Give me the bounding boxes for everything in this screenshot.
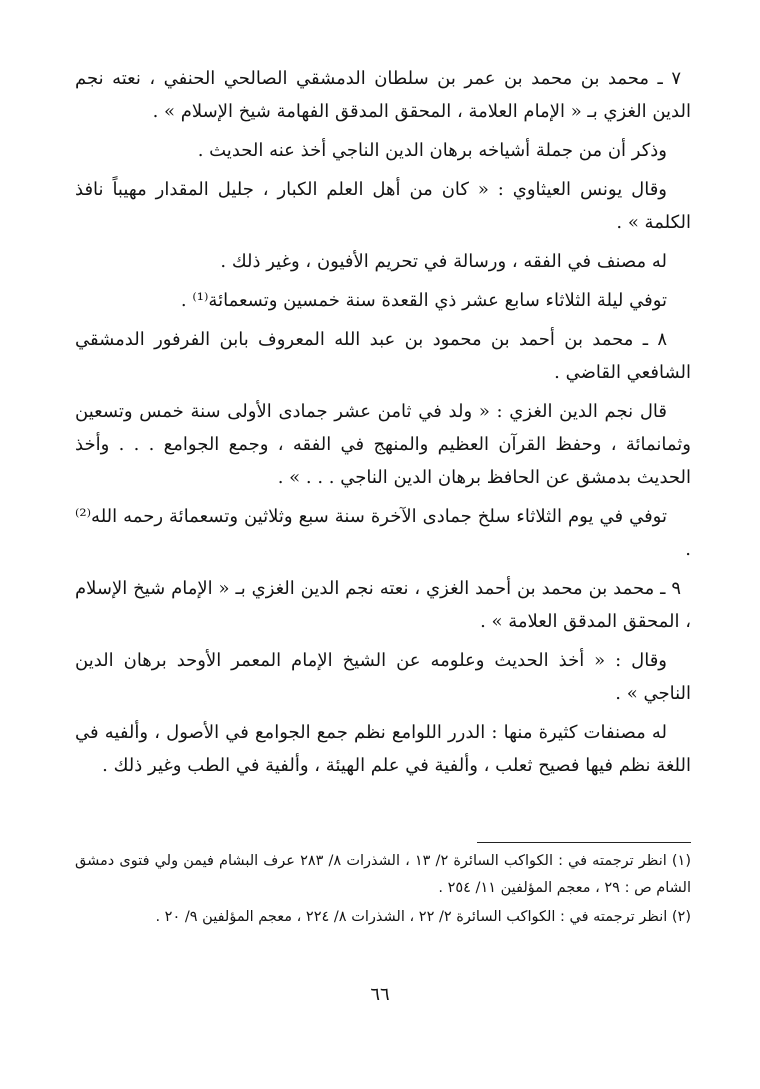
paragraph-aythawi-quote: وقال يونس العيثاوي : « كان من أهل العلم الكبار ، جليل المقدار مهيباً نافذ الكلمة » . (75, 179, 691, 233)
paragraph-works: له مصنف في الفقه ، ورسالة في تحريم الأفيون ، وغير ذلك . (220, 251, 667, 272)
footnote-1: (١) انظر ترجمته في : الكواكب السائرة ٢/ ١٣ ، الشذرات ٨/ ٢٨٣ عرف البشام فيمن ولي فتوى دمشق الشام ص : ٢٩ ، معجم المؤلفين ١١/ ٢٥٤ . (75, 853, 691, 896)
paragraph-entry-8: ٨ ـ محمد بن أحمد بن محمود بن عبد الله المعروف بابن الفرفور الدمشقي الشافعي القاضي . (75, 329, 691, 383)
page-number: ٦٦ (370, 984, 390, 1005)
paragraph-entry-7: ٧ ـ محمد بن محمد بن عمر بن سلطان الدمشقي الصالحي الحنفي ، نعته نجم الدين الغزي بـ « الإمام العلامة ، المحقق المدقق الفهامة شيخ الإسلام » . (75, 68, 691, 122)
paragraph-teachers: وذكر أن من جملة أشياخه برهان الدين الناجي أخذ عنه الحديث . (197, 140, 667, 161)
paragraph-death: توفي ليلة الثلاثاء سابع عشر ذي القعدة سنة خمسين وتسعمائة⁽¹⁾ . (180, 290, 667, 311)
paragraph-hadith-quote: وقال : « أخذ الحديث وعلومه عن الشيخ الإمام المعمر الأوحد برهان الدين الناجي » . (75, 650, 691, 704)
footnote-divider (477, 842, 691, 843)
main-text (75, 62, 691, 788)
footnote-2: (٢) انظر ترجمته في : الكواكب السائرة ٢/ ٢٢ ، الشذرات ٨/ ٢٢٤ ، معجم المؤلفين ٩/ ٢٠ . (155, 909, 691, 925)
paragraph-ghazzi-quote: قال نجم الدين الغزي : « ولد في ثامن عشر جمادى الأولى سنة خمس وتسعين وثمانمائة ، وحفظ القرآن العظيم والمنهج في الفقه ، وجمع الجوامع . . . وأخذ الحديث بدمشق عن الحافظ برهان الدين الناجي . . . » . (75, 401, 691, 488)
paragraph-death-2: توفي في يوم الثلاثاء سلخ جمادى الآخرة سنة سبع وثلاثين وتسعمائة رحمه الله⁽²⁾ . (75, 506, 691, 560)
paragraph-entry-9: ٩ ـ محمد بن محمد بن أحمد الغزي ، نعته نجم الدين الغزي بـ « الإمام شيخ الإسلام ، المحقق المدقق العلامة » . (75, 578, 691, 632)
footnotes-section (75, 842, 691, 933)
paragraph-works-2: له مصنفات كثيرة منها : الدرر اللوامع نظم جمع الجوامع في الأصول ، وألفيه في اللغة نظم فيها فصيح ثعلب ، وألفية في علم الهيئة ، وألفية في الطب وغير ذلك . (75, 722, 691, 776)
